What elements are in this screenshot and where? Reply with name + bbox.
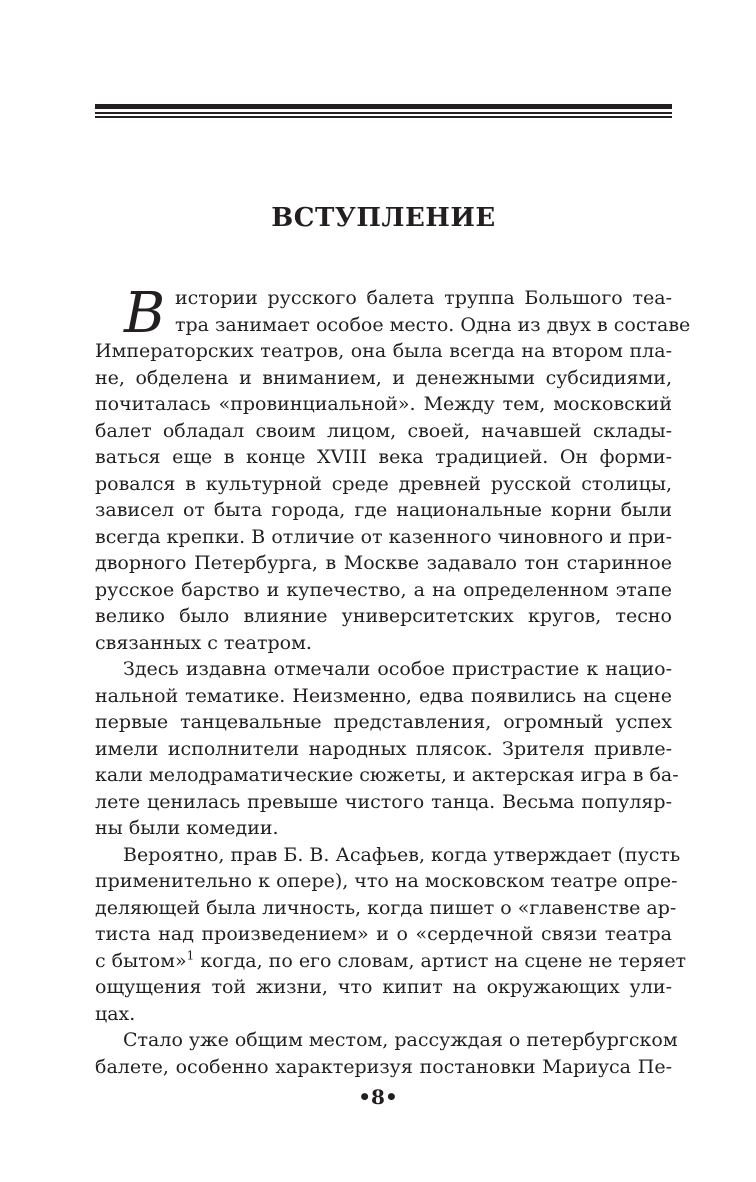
text-line: ровался в культурной среде древней русской столицы, — [95, 472, 672, 495]
text-fragment: с бытом» — [95, 949, 187, 972]
text-line: цах. — [95, 1002, 136, 1025]
text-line: Стало уже общим местом, рассуждая о петербургском — [123, 1029, 678, 1051]
text-line: ваться еще в конце XVIII века традицией. Он форми- — [95, 446, 672, 468]
header-rule-thick — [95, 104, 672, 109]
text-line: русское барство и купечество, а на определенном этапе — [95, 578, 672, 601]
text-line: применительно к опере), что на московском театре опре- — [95, 870, 678, 892]
text-line: кали мелодраматические сюжеты, и актерская игра в ба- — [95, 764, 679, 786]
page-number: •8• — [358, 1085, 398, 1109]
text-line: ощущения той жизни, что кипит на окружающих ули- — [95, 976, 672, 998]
text-line: истории русского балета труппа Большого теа- — [175, 287, 672, 309]
text-line: балет обладал своим лицом, своей, начавшей склады- — [95, 419, 672, 442]
text-line: связанных с театром. — [95, 631, 312, 654]
text-line: тиста над произведением» и о «сердечной связи театра — [95, 923, 672, 945]
text-line: лете ценилась превыше чистого танца. Весьма популяр- — [95, 790, 672, 813]
text-fragment: когда, по его словам, артист на сцене не теряет — [200, 949, 687, 972]
text-line: всегда крепки. В отличие от казенного чиновного и при- — [95, 525, 672, 548]
text-line: балете, особенно характеризуя постановки Мариуса Пе- — [95, 1055, 672, 1078]
text-line: не, обделена и вниманием, и денежными субсидиями, — [95, 366, 672, 389]
text-line: первые танцевальные представления, огромный успех — [95, 711, 672, 733]
paragraph-2 — [95, 656, 679, 842]
paragraph-4 — [95, 1027, 678, 1080]
text-line: Императорских театров, она была всегда на втором пла- — [95, 340, 672, 362]
drop-cap-letter: В — [124, 281, 166, 346]
text-line: нальной тематике. Неизменно, едва появились на сцене — [95, 684, 672, 707]
footnote-marker: 1 — [186, 948, 195, 963]
text-line: тра занимает особое место. Одна из двух в составе — [175, 313, 691, 336]
text-line: велико было влияние университетских кругов, тесно — [95, 605, 672, 627]
paragraph-1 — [95, 281, 691, 656]
text-line: почиталась «провинциальной». Между тем, московский — [95, 393, 672, 415]
text-line: зависел от быта города, где национальные корни были — [95, 499, 672, 521]
header-rule-thin — [95, 112, 672, 114]
text-line-with-footnote — [95, 948, 687, 975]
text-line: деляющей была личность, когда пишет о «главенстве ар- — [95, 896, 677, 919]
body-text — [95, 281, 691, 1080]
text-line: имели исполнители народных плясок. Зрителя привле- — [95, 737, 672, 760]
text-line: Здесь издавна отмечали особое пристрастие к нацио- — [123, 658, 672, 680]
header-rule-thin-2 — [95, 116, 672, 118]
text-line: ны были комедии. — [95, 817, 279, 839]
text-line: Вероятно, прав Б. В. Асафьев, когда утверждает (пусть — [123, 843, 681, 866]
chapter-title: ВСТУПЛЕНИЕ — [271, 203, 496, 233]
text-line: дворного Петербурга, в Москве задавало тон старинное — [95, 552, 672, 574]
paragraph-3 — [95, 842, 687, 1028]
